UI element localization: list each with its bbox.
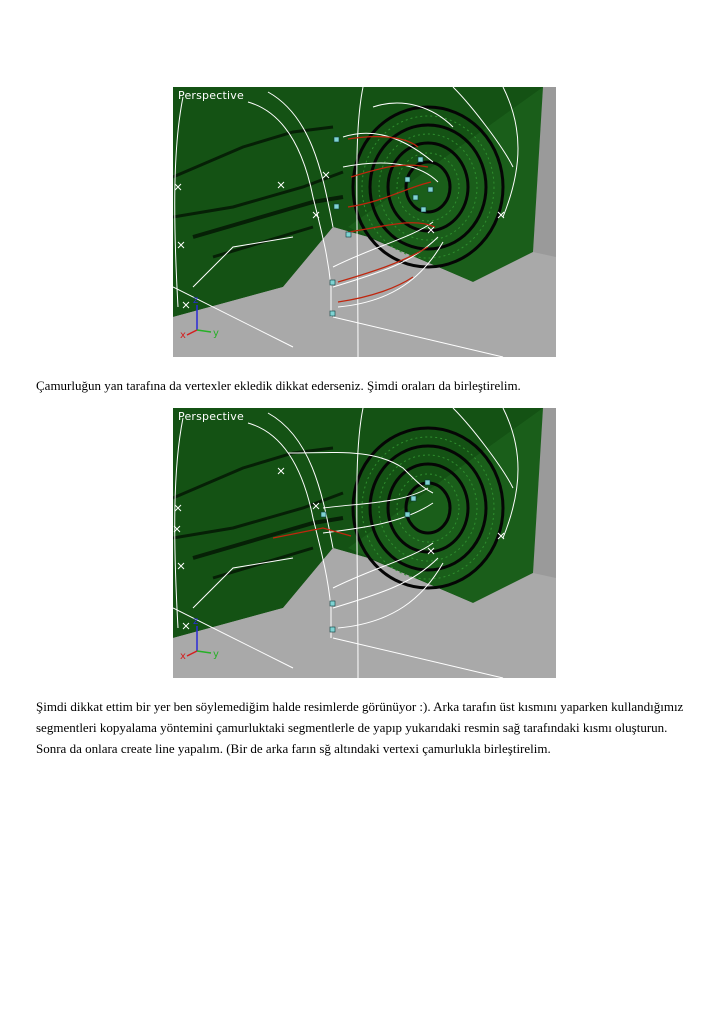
scene-render-1 xyxy=(173,87,556,357)
axis-y-label: y xyxy=(213,328,219,339)
axis-z-label: z xyxy=(193,616,199,627)
paragraph-2: Şimdi dikkat ettim bir yer ben söylemediğim halde resimlerde görünüyor :). Arka tarafın üst kısmını yaparken kullandığımız segmentleri kopyalama yöntemini çamurluktaki segmentlerle de yapıp yukarıdaki resmin sağ tarafındaki kısmı oluşturun. Sonra da onlara create line yapalım. (Bir de arka farın sğ altındaki vertexi çamurlukla birleştirelim. xyxy=(36,699,684,756)
scene-render-2 xyxy=(173,408,556,678)
viewport-label[interactable]: Perspective xyxy=(178,89,244,102)
axis-x-label: x xyxy=(180,651,186,662)
viewport-perspective-2[interactable] xyxy=(173,408,556,678)
axis-z-label: z xyxy=(193,295,199,306)
axis-x-label: x xyxy=(180,330,186,341)
paragraph-1: Çamurluğun yan tarafına da vertexler ekledik dikkat ederseniz. Şimdi oraları da birleştirelim. xyxy=(36,378,521,393)
axis-y-label: y xyxy=(213,649,219,660)
viewport-label[interactable]: Perspective xyxy=(178,410,244,423)
viewport-perspective-1[interactable] xyxy=(173,87,556,357)
